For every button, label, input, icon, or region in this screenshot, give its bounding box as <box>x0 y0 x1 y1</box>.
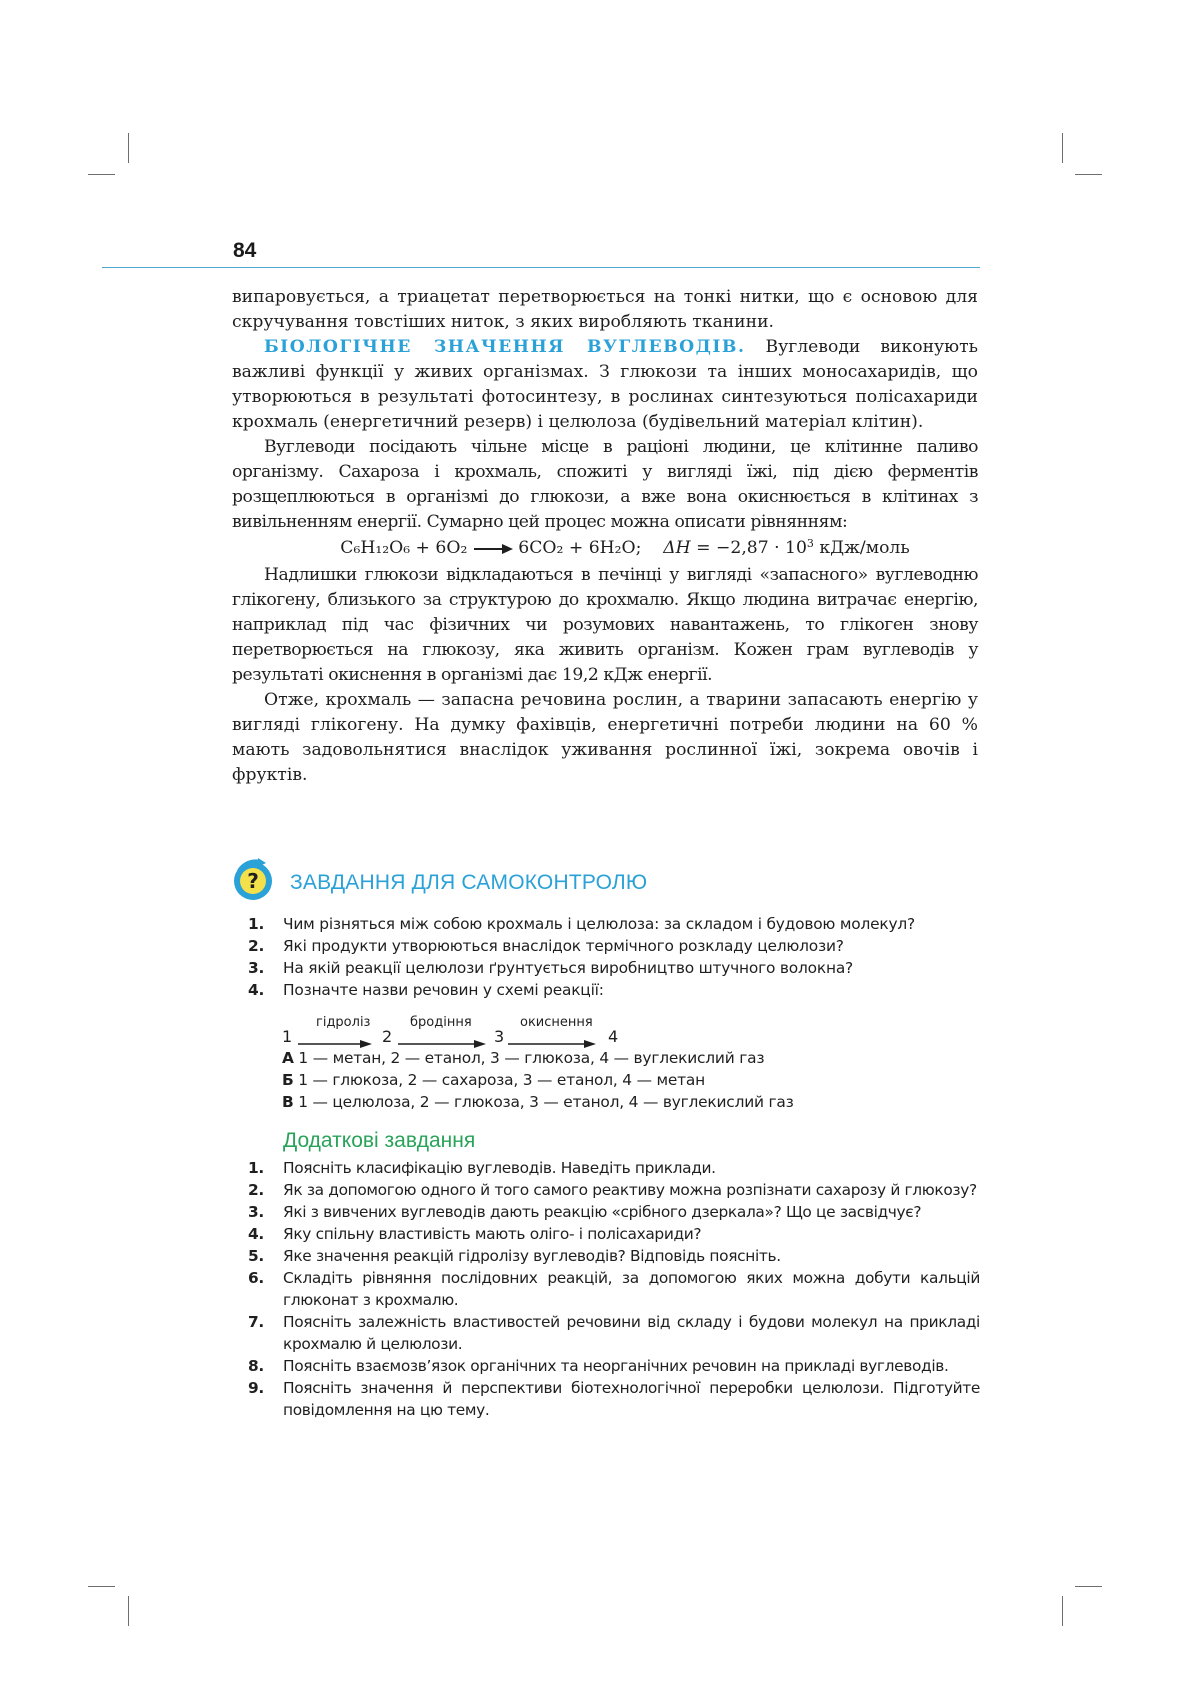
item-number: 8. <box>248 1357 264 1375</box>
list-item <box>248 1157 980 1179</box>
paragraph: Вуглеводи посідають чільне місце в раціоні людини, це клітинне паливо організму. Сахароза і крохмаль, спожиті у вигляді їжі, під дією ферментів розщеплюються в організмі до глюкози, а вже вона окиснюється в клітинах з вивільненням енергії. Сумарно цей процес можна описати рівнянням: <box>232 437 978 532</box>
item-number: 3. <box>248 1203 264 1221</box>
list-item <box>248 1245 980 1267</box>
extra-tasks-title: Додаткові завдання <box>283 1129 476 1152</box>
list-item <box>248 1201 980 1223</box>
item-text: Яке значення реакцій гідролізу вуглеводів? Відповідь поясніть. <box>283 1247 781 1265</box>
scheme-arrow-label: бродіння <box>410 1015 472 1030</box>
item-text: Поясніть значення й перспективи біотехнологічної переробки целюлози. Підготуйте повідомлення на цю тему. <box>283 1379 980 1419</box>
item-text: Яку спільну властивість мають оліго- і полісахариди? <box>283 1225 702 1243</box>
item-text: Як за допомогою одного й того самого реактиву можна розпізнати сахарозу й глюкозу? <box>283 1181 977 1199</box>
paragraph <box>232 335 978 435</box>
answer-option <box>282 1069 794 1091</box>
option-letter: А <box>282 1049 294 1067</box>
paragraph-text: Вуглеводи виконують важливі функції у живих організмах. З глюкози та інших моносахаридів, що утворюються в результаті фотосинтезу, в рослинах синтезуються полісахариди крохмаль (енергетичний резерв) і целюлоза (будівельний матеріал клітин). <box>232 337 979 432</box>
extra-tasks-list <box>248 1157 980 1421</box>
scheme-arrow-label: гідроліз <box>316 1015 371 1030</box>
crop-mark <box>1062 133 1063 163</box>
list-item <box>248 1355 980 1377</box>
list-item <box>248 1311 980 1355</box>
option-letter: Б <box>282 1071 294 1089</box>
scheme-arrow-label: окиснення <box>520 1015 593 1030</box>
list-item <box>248 1377 980 1421</box>
item-number: 2. <box>248 937 265 955</box>
equation-reactant: C₆H₁₂O₆ <box>340 538 411 558</box>
scheme-node: 3 <box>494 1027 505 1046</box>
item-text: На якій реакції целюлози ґрунтується виробництво штучного волокна? <box>283 959 854 977</box>
item-number: 3. <box>248 959 265 977</box>
item-number: 4. <box>248 981 265 999</box>
crop-mark <box>1075 1586 1102 1587</box>
enthalpy-unit: кДж/моль <box>813 538 910 558</box>
equation-plus: + <box>563 538 589 558</box>
item-number: 6. <box>248 1269 264 1287</box>
crop-mark <box>128 1596 129 1626</box>
option-text: 1 — целюлоза, 2 — глюкоза, 3 — етанол, 4 — вуглекислий газ <box>293 1093 794 1111</box>
page-number: 84 <box>233 239 257 262</box>
crop-mark <box>128 133 129 163</box>
equation <box>232 536 978 561</box>
item-text: Поясніть залежність властивостей речовини від складу і будови молекул на прикладі крохмалю й целюлози. <box>283 1313 980 1353</box>
list-item <box>248 1223 980 1245</box>
equation-plus: + <box>410 538 436 558</box>
body-text <box>232 285 978 788</box>
self-check-list <box>248 913 980 1001</box>
answer-options <box>282 1047 794 1113</box>
list-item <box>248 1267 980 1311</box>
item-number: 7. <box>248 1313 264 1331</box>
item-number: 4. <box>248 1225 264 1243</box>
header-rule <box>102 267 980 268</box>
equation-product: 6CO₂ <box>518 538 564 558</box>
item-number: 2. <box>248 1181 264 1199</box>
question-mark-glyph: ? <box>247 869 259 893</box>
option-text: 1 — метан, 2 — етанол, 3 — глюкоза, 4 — вуглекислий газ <box>293 1049 765 1067</box>
item-text: Складіть рівняння послідовних реакцій, за допомогою яких можна добути кальцій глюконат з крохмалю. <box>283 1269 980 1309</box>
item-text: Поясніть взаємозв’язок органічних та неорганічних речовин на прикладі вуглеводів. <box>283 1357 949 1375</box>
list-item <box>248 913 980 935</box>
paragraph: Отже, крохмаль — запасна речовина рослин, а тварини запасають енергію у вигляді глікогену. На думку фахівців, енергетичні потреби людини на 60 % мають задовольнятися внаслідок уживання рослинної їжі, зокрема овочів і фруктів. <box>232 690 978 785</box>
option-letter: В <box>282 1093 294 1111</box>
list-item <box>248 979 980 1001</box>
scheme-node: 2 <box>382 1027 393 1046</box>
crop-mark <box>1075 174 1102 175</box>
answer-option <box>282 1047 794 1069</box>
item-text: Які продукти утворюються внаслідок термічного розкладу целюлози? <box>283 937 844 955</box>
question-mark-icon <box>230 857 274 903</box>
item-text: Чим різняться між собою крохмаль і целюлоза: за складом і будовою молекул? <box>283 915 916 933</box>
paragraph: Надлишки глюкози відкладаються в печінці у вигляді «запасного» вуглеводню глікогену, близького за структурою до крохмалю. Якщо людина витрачає енергію, наприклад під час фізичних чи розумових навантажень, то глікоген знову перетворюється на глюкозу, яка живить організм. Кожен грам вуглеводів у результаті окиснення в організмі дає 19,2 кДж енергії. <box>232 565 978 685</box>
equation-product: 6H₂O; <box>588 538 642 558</box>
reaction-scheme <box>282 1015 682 1047</box>
section-heading: БІОЛОГІЧНЕ ЗНАЧЕННЯ ВУГЛЕВОДІВ. <box>264 337 746 357</box>
item-number: 5. <box>248 1247 264 1265</box>
item-text: Позначте назви речовин у схемі реакції: <box>283 981 604 999</box>
reaction-arrow-icon <box>473 543 513 555</box>
crop-mark <box>88 174 115 175</box>
item-number: 9. <box>248 1379 264 1397</box>
scheme-node: 4 <box>608 1027 619 1046</box>
item-text: Поясніть класифікацію вуглеводів. Наведіть приклади. <box>283 1159 716 1177</box>
crop-mark <box>1062 1596 1063 1626</box>
enthalpy-value: = −2,87 · 10 <box>690 538 807 558</box>
crop-mark <box>88 1586 115 1587</box>
list-item <box>248 935 980 957</box>
equation-reactant: 6O₂ <box>435 538 468 558</box>
item-text: Які з вивчених вуглеводів дають реакцію «срібного дзеркала»? Що це засвідчує? <box>283 1203 922 1221</box>
enthalpy-exponent: 3 <box>806 537 814 550</box>
scheme-node: 1 <box>282 1027 293 1046</box>
list-item <box>248 957 980 979</box>
answer-option <box>282 1091 794 1113</box>
option-text: 1 — глюкоза, 2 — сахароза, 3 — етанол, 4 — метан <box>293 1071 706 1089</box>
item-number: 1. <box>248 915 265 933</box>
item-number: 1. <box>248 1159 264 1177</box>
enthalpy-symbol: ΔH <box>663 538 691 558</box>
list-item <box>248 1179 980 1201</box>
section-title: ЗАВДАННЯ ДЛЯ САМОКОНТРОЛЮ <box>290 871 648 894</box>
paragraph: випаровується, а триацетат перетворюється на тонкі нитки, що є основою для скручування товстіших ниток, з яких виробляють тканини. <box>232 287 978 332</box>
